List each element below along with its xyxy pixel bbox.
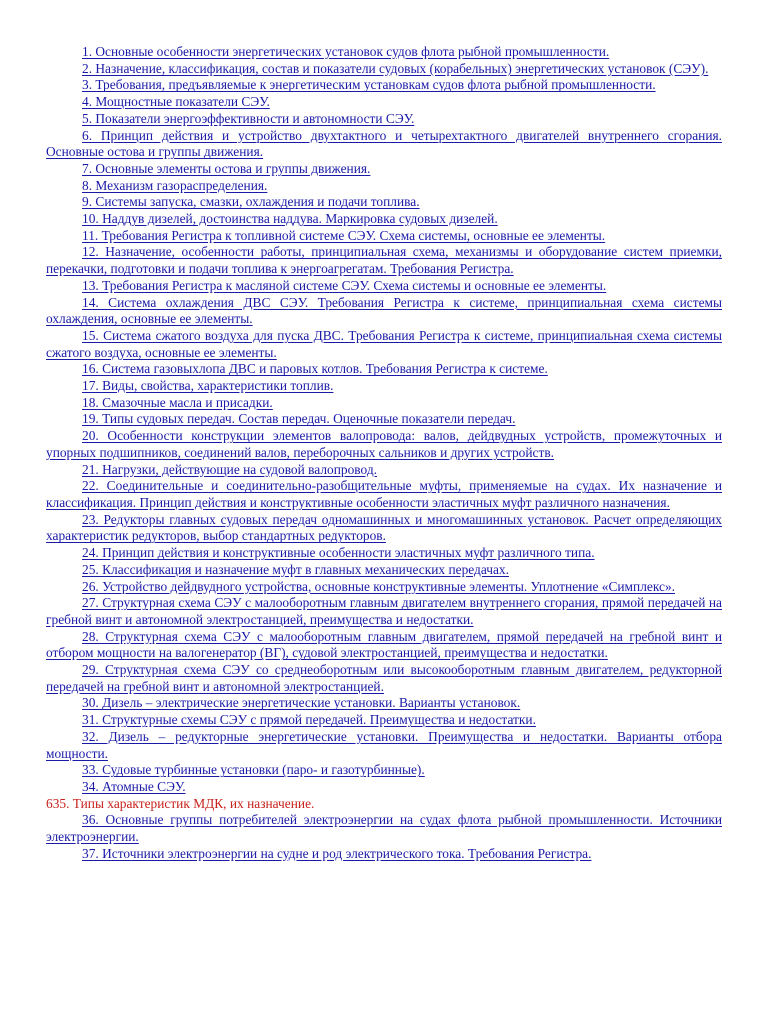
list-item-link[interactable]: 10. Наддув дизелей, достоинства наддува. Маркировка судовых дизелей. [82, 211, 498, 227]
list-item-link[interactable]: 32. Дизель – редукторные энергетические установки. Преимущества и недостатки. Варианты отбора мощности. [46, 728, 722, 761]
list-item-link[interactable]: 21. Нагрузки, действующие на судовой валопровод. [82, 461, 377, 477]
list-item-link[interactable]: 5. Показатели энергоэффективности и автономности СЭУ. [82, 110, 415, 126]
list-item-link[interactable]: 16. Система газовыхлопа ДВС и паровых котлов. Требования Регистра к системе. [82, 361, 548, 377]
list-item-link[interactable]: 14. Система охлаждения ДВС СЭУ. Требования Регистра к системе, принципиальная схема системы охлаждения, основные ее элементы. [46, 294, 722, 327]
list-item-link[interactable]: 2. Назначение, классификация, состав и показатели судовых (корабельных) энергетических установок (СЭУ). [82, 60, 709, 76]
list-item-link[interactable]: 33. Судовые турбинные установки (паро- и газотурбинные). [82, 762, 425, 778]
list-item-link[interactable]: 11. Требования Регистра к топливной системе СЭУ. Схема системы, основные ее элементы. [82, 227, 606, 243]
list-item-link[interactable]: 12. Назначение, особенности работы, принципиальная схема, механизмы и оборудование систем приемки, перекачки, подготовки и подачи топлива к энергоагрегатам. Требования Регистра. [46, 244, 722, 277]
list-item-link[interactable]: 31. Структурные схемы СЭУ с прямой передачей. Преимущества и недостатки. [82, 712, 536, 728]
list-item-link[interactable]: 6. Принцип действия и устройство двухтактного и четырехтактного двигателей внутреннего сгорания. Основные остова и группы движения. [46, 127, 722, 160]
list-item-link[interactable]: 19. Типы судовых передач. Состав передач. Оценочные показатели передач. [82, 411, 516, 427]
list-item-link[interactable]: 15. Система сжатого воздуха для пуска ДВС. Требования Регистра к системе, принципиальная схема системы сжатого воздуха, основные ее элементы. [46, 327, 722, 360]
list-item-text: 635. Типы характеристик МДК, их назначение. [46, 795, 315, 811]
document-body [46, 44, 722, 862]
list-item-link[interactable]: 17. Виды, свойства, характеристики топлив. [82, 378, 334, 394]
list-item-link[interactable]: 18. Смазочные масла и присадки. [82, 394, 273, 410]
list-item-link[interactable]: 22. Соединительные и соединительно-разобщительные муфты, применяемые на судах. Их назначение и классификация. Принцип действия и конструктивные особенности эластичных муфт различного назначения. [46, 478, 722, 510]
list-item-link[interactable]: 24. Принцип действия и конструктивные особенности эластичных муфт различного типа. [82, 545, 595, 561]
list-item-link[interactable]: 1. Основные особенности энергетических установок судов флота рыбной промышленности. [82, 44, 610, 59]
list-item-link[interactable]: 34. Атомные СЭУ. [82, 778, 186, 794]
list-item-link[interactable]: 4. Мощностные показатели СЭУ. [82, 94, 270, 110]
list-item-link[interactable]: 30. Дизель – электрические энергетические установки. Варианты установок. [82, 695, 521, 711]
list-item-link[interactable]: 36. Основные группы потребителей электроэнергии на судах флота рыбной промышленности. Источники электроэнергии. [46, 812, 722, 845]
list-item-link[interactable]: 13. Требования Регистра к масляной системе СЭУ. Схема системы и основные ее элементы. [82, 277, 607, 293]
list-item-link[interactable]: 25. Классификация и назначение муфт в главных механических передачах. [82, 561, 509, 577]
list-item-link[interactable]: 20. Особенности конструкции элементов валопровода: валов, дейдвудных устройств, промежуточных и упорных подшипников, соединений валов, переборочных сальников и других устройств. [46, 428, 722, 460]
list-item-link[interactable]: 26. Устройство дейдвудного устройства, основные конструктивные элементы. Уплотнение «Симплекс». [82, 578, 675, 594]
list-item-link[interactable]: 3. Требования, предъявляемые к энергетическим установкам судов флота рыбной промышленности. [82, 77, 656, 93]
list-item-link[interactable]: 23. Редукторы главных судовых передач одномашинных и многомашинных установок. Расчет определяющих характеристик редукторов, выбор стандартных редукторов. [46, 511, 722, 544]
list-item-link[interactable]: 28. Структурная схема СЭУ с малооборотным главным двигателем, прямой передачей на гребной винт и отбором мощности на валогенератор (ВГ), судовой электростанцией, преимущества и недостатки. [46, 628, 722, 661]
list-item-link[interactable]: 9. Системы запуска, смазки, охлаждения и подачи топлива. [82, 194, 420, 210]
list-item-link[interactable]: 37. Источники электроэнергии на судне и род электрического тока. Требования Регистра. [82, 845, 592, 861]
list-item-link[interactable]: 27. Структурная схема СЭУ с малооборотным главным двигателем внутреннего сгорания, прямой передачей на гребной винт и автономной электростанцией, преимущества и недостатки. [46, 595, 722, 627]
list-item-link[interactable]: 29. Структурная схема СЭУ со среднеоборотным или высокооборотным главным двигателем, редукторной передачей на гребной винт и автономной электростанцией. [46, 662, 722, 694]
list-item-link[interactable]: 8. Механизм газораспределения. [82, 177, 268, 193]
list-item-link[interactable]: 7. Основные элементы остова и группы движения. [82, 160, 371, 176]
